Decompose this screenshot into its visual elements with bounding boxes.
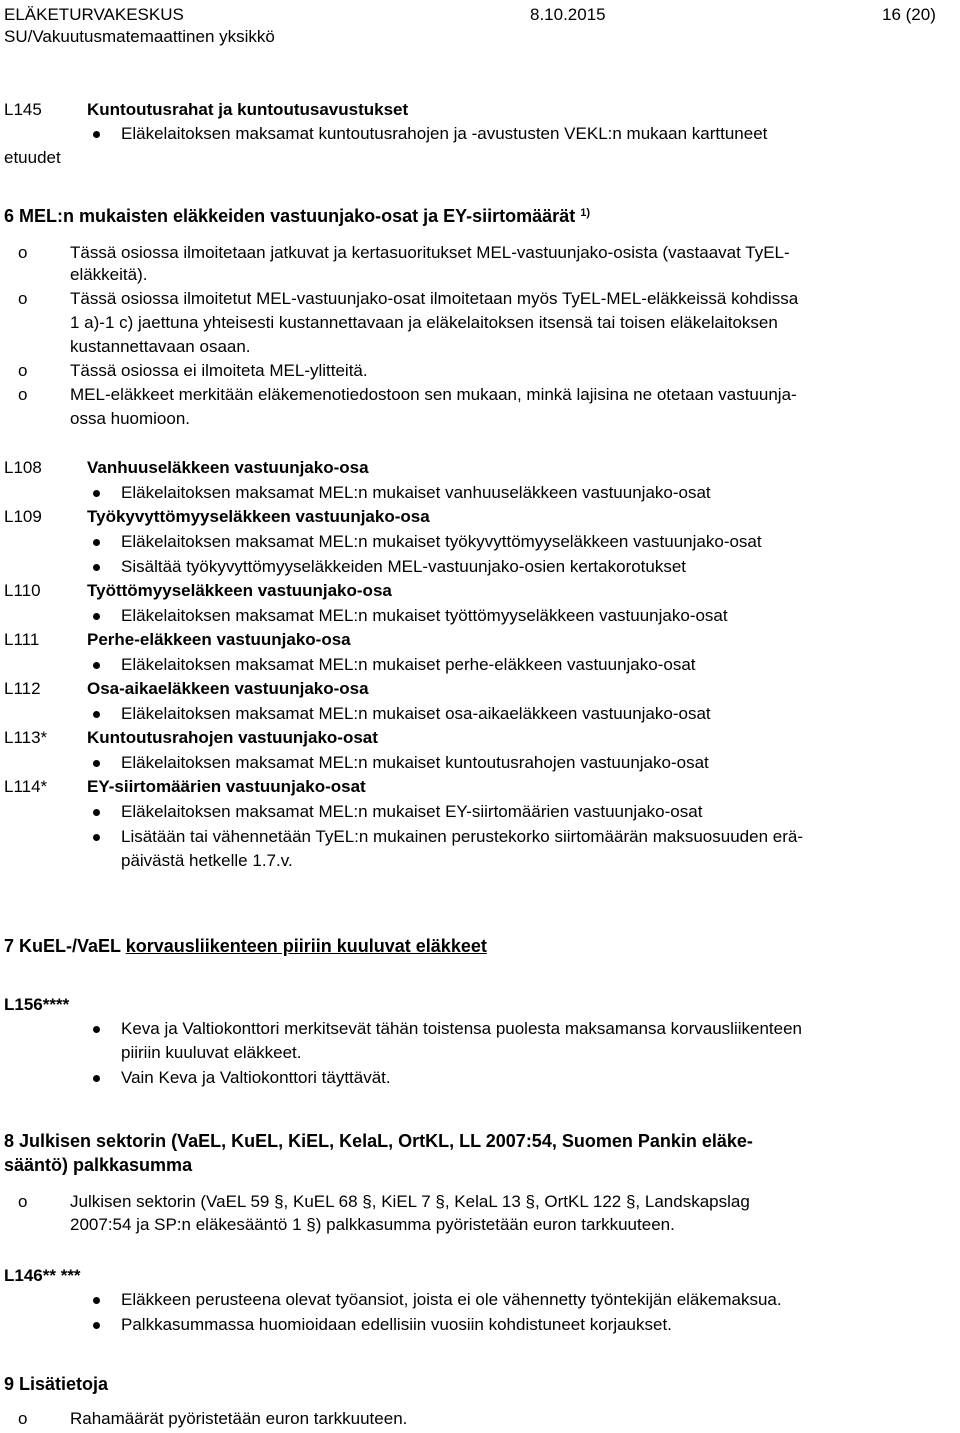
circle-marker: o xyxy=(18,1192,28,1211)
s7-bullet1-line1: Keva ja Valtiokonttori merkitsevät tähän toistensa puolesta maksamansa korvausliikenteen xyxy=(121,1019,802,1038)
header-org: ELÄKETURVAKESKUS xyxy=(4,5,184,24)
bullet xyxy=(93,1322,100,1329)
bullet xyxy=(93,613,100,620)
section7-heading: 7 KuEL-/VaEL korvausliikenteen piiriin kuuluvat eläkkeet xyxy=(4,936,487,956)
s8-bullet1: Eläkkeen perusteena olevat työansiot, joista ei ole vähennetty työntekijän eläkemaksua. xyxy=(121,1290,782,1309)
s6-note4-line2: ossa huomioon. xyxy=(70,409,191,428)
l114-title: EY-siirtomäärien vastuunjako-osat xyxy=(87,777,366,796)
l110-bullet1: Eläkelaitoksen maksamat MEL:n mukaiset työttömyyseläkkeen vastuunjako-osat xyxy=(121,606,728,625)
section6-footnote-ref: 1) xyxy=(580,207,590,219)
bullet xyxy=(93,564,100,571)
s6-note2-line2: 1 a)-1 c) jaettuna yhteisesti kustannettavaan ja eläkelaitoksen itsensä tai toisen eläkelaitoksen xyxy=(70,313,778,332)
bullet xyxy=(93,131,100,138)
circle-marker: o xyxy=(18,361,28,380)
bullet xyxy=(93,662,100,669)
bullet xyxy=(93,809,100,816)
s6-note2-line1: Tässä osiossa ilmoitetut MEL-vastuunjako-osat ilmoitetaan myös TyEL-MEL-eläkkeissä kohdissa xyxy=(70,289,799,308)
s6-note4-line1: MEL-eläkkeet merkitään eläkemenotiedostoon sen mukaan, minkä lajisina ne otetaan vastuunja- xyxy=(70,385,797,404)
l111-title: Perhe-eläkkeen vastuunjako-osa xyxy=(87,630,351,649)
code-l113: L113* xyxy=(4,728,48,747)
l113-title: Kuntoutusrahojen vastuunjako-osat xyxy=(87,728,378,747)
s8-note1-line2: 2007:54 ja SP:n eläkesääntö 1 §) palkkasumma pyöristetään euron tarkkuuteen. xyxy=(70,1215,675,1234)
bullet xyxy=(93,1026,100,1033)
code-l109: L109 xyxy=(4,507,42,526)
s6-note3: Tässä osiossa ei ilmoiteta MEL-ylitteitä. xyxy=(70,361,368,380)
l110-title: Työttömyyseläkkeen vastuunjako-osa xyxy=(87,581,392,600)
bullet xyxy=(93,711,100,718)
l111-bullet1: Eläkelaitoksen maksamat MEL:n mukaiset perhe-eläkkeen vastuunjako-osat xyxy=(121,655,696,674)
l145-title: Kuntoutusrahat ja kuntoutusavustukset xyxy=(87,100,409,119)
code-l111: L111 xyxy=(4,630,40,649)
circle-marker: o xyxy=(18,385,28,404)
s9-note1: Rahamäärät pyöristetään euron tarkkuuteen. xyxy=(70,1409,408,1428)
s8-note1-line1: Julkisen sektorin (VaEL 59 §, KuEL 68 §, KiEL 7 §, KelaL 13 §, OrtKL 122 §, Landskapslag xyxy=(70,1192,750,1211)
s6-note1-line1: Tässä osiossa ilmoitetaan jatkuvat ja kertasuoritukset MEL-vastuunjako-osista (vastaavat TyEL- xyxy=(70,243,790,262)
header-page: 16 (20) xyxy=(882,5,936,24)
l114-bullet1: Eläkelaitoksen maksamat MEL:n mukaiset EY-siirtomäärien vastuunjako-osat xyxy=(121,802,703,821)
l112-title: Osa-aikaeläkkeen vastuunjako-osa xyxy=(87,679,369,698)
code-l156: L156**** xyxy=(4,995,70,1014)
s6-note1-line2: eläkkeitä). xyxy=(70,265,148,284)
l109-bullet1: Eläkelaitoksen maksamat MEL:n mukaiset työkyvyttömyyseläkkeen vastuunjako-osat xyxy=(121,532,762,551)
l109-bullet2: Sisältää työkyvyttömyyseläkkeiden MEL-vastuunjako-osien kertakorotukset xyxy=(121,557,687,576)
s8-bullet2: Palkkasummassa huomioidaan edellisiin vuosiin kohdistuneet korjaukset. xyxy=(121,1315,672,1334)
bullet xyxy=(93,1075,100,1082)
section6-heading: 6 MEL:n mukaisten eläkkeiden vastuunjako-osat ja EY-siirtomäärät $^{1)}$ xyxy=(4,206,590,226)
l112-bullet1: Eläkelaitoksen maksamat MEL:n mukaiset osa-aikaeläkkeen vastuunjako-osat xyxy=(121,704,711,723)
section8-heading-line2: sääntö) palkkasumma xyxy=(4,1155,193,1175)
l108-bullet1: Eläkelaitoksen maksamat MEL:n mukaiset vanhuuseläkkeen vastuunjako-osat xyxy=(121,483,711,502)
l109-title: Työkyvyttömyyseläkkeen vastuunjako-osa xyxy=(87,507,430,526)
bullet xyxy=(93,834,100,841)
l114-bullet2-line2: päivästä hetkelle 1.7.v. xyxy=(121,851,293,870)
l114-bullet2-line1: Lisätään tai vähennetään TyEL:n mukainen perustekorko siirtomäärän maksuosuuden erä- xyxy=(121,827,803,846)
s7-bullet1-line2: piiriin kuuluvat eläkkeet. xyxy=(121,1043,302,1062)
l145-bullet-line1: Eläkelaitoksen maksamat kuntoutusrahojen ja -avustusten VEKL:n mukaan karttuneet xyxy=(121,124,768,143)
code-l146: L146** *** xyxy=(4,1266,81,1285)
bullet xyxy=(93,490,100,497)
bullet xyxy=(93,1297,100,1304)
code-l145: L145 xyxy=(4,100,42,119)
section8-heading-line1: 8 Julkisen sektorin (VaEL, KuEL, KiEL, KelaL, OrtKL, LL 2007:54, Suomen Pankin eläke- xyxy=(4,1131,753,1151)
code-l108: L108 xyxy=(4,458,42,477)
l145-bullet-line2: etuudet xyxy=(4,148,61,167)
circle-marker: o xyxy=(18,289,28,308)
header-unit: SU/Vakuutusmatemaattinen yksikkö xyxy=(4,27,275,46)
circle-marker: o xyxy=(18,1409,28,1428)
l108-title: Vanhuuseläkkeen vastuunjako-osa xyxy=(87,458,369,477)
bullet xyxy=(93,539,100,546)
l113-bullet1: Eläkelaitoksen maksamat MEL:n mukaiset kuntoutusrahojen vastuunjako-osat xyxy=(121,753,709,772)
section9-heading: 9 Lisätietoja xyxy=(4,1374,109,1394)
code-l112: L112 xyxy=(4,679,41,698)
circle-marker: o xyxy=(18,243,28,262)
code-l110: L110 xyxy=(4,581,41,600)
s6-note2-line3: kustannettavaan osaan. xyxy=(70,337,251,356)
s7-bullet2: Vain Keva ja Valtiokonttori täyttävät. xyxy=(121,1068,391,1087)
code-l114: L114* xyxy=(4,777,48,796)
header-date: 8.10.2015 xyxy=(530,5,606,24)
bullet xyxy=(93,760,100,767)
